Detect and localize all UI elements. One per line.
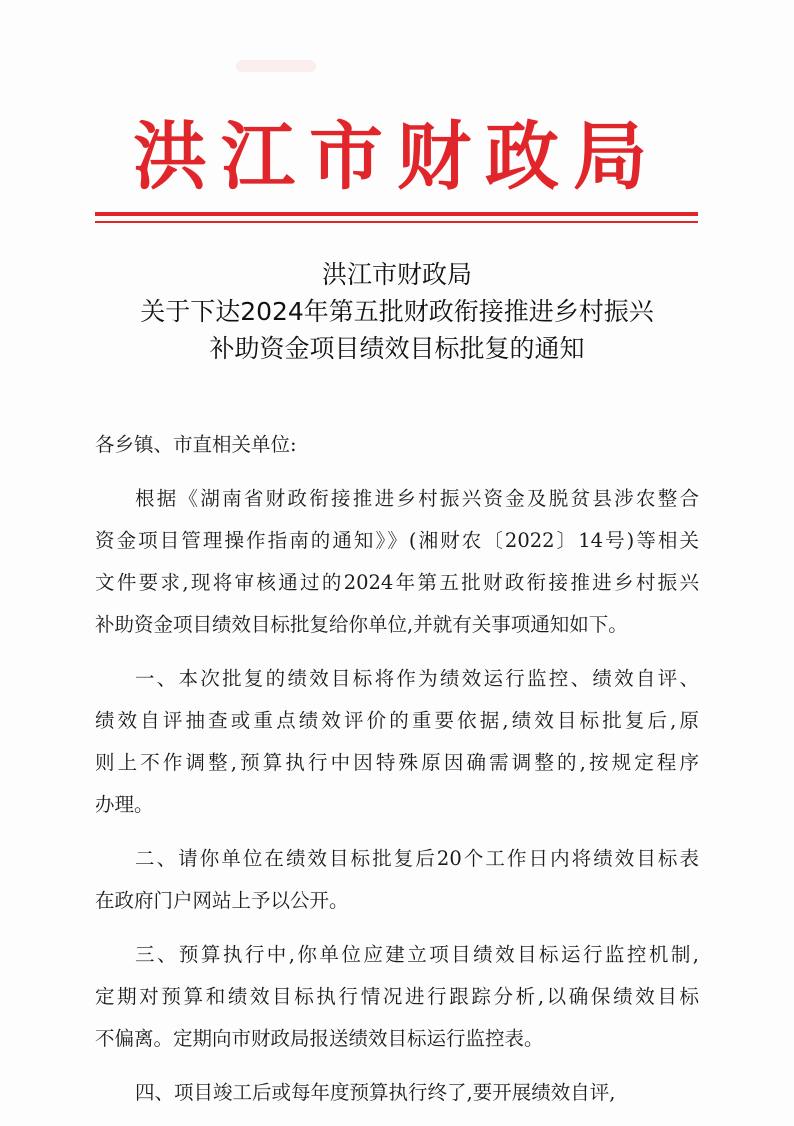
paragraph-line: 在政府门户网站上予以公开。 [95,889,349,912]
paragraph-line: 根据《湖南省财政衔接推进乡村振兴资金及脱贫县涉农整合 [135,487,699,510]
paragraph-item-3 [95,934,699,1060]
paragraph-item-4 [95,1072,699,1114]
letterhead-org-name: 洪江市财政局 [133,114,661,200]
salutation: 各乡镇、市直相关单位: [95,433,297,456]
title-line-2: 关于下达2024年第五批财政衔接推进乡村振兴 [140,297,654,326]
paragraph-line: 文件要求,现将审核通过的2024年第五批财政衔接推进乡村振兴 [95,571,699,594]
document-title [0,256,794,367]
paragraph-line: 补助资金项目绩效目标批复给你单位,并就有关事项通知如下。 [95,613,628,636]
paragraph-line: 定期对预算和绩效目标执行情况进行跟踪分析,以确保绩效目标 [95,985,699,1008]
ink-smudge [236,60,316,72]
paragraph-line: 不偏离。定期向市财政局报送绩效目标运行监控表。 [95,1027,544,1050]
paragraph-item-2 [95,838,699,922]
paragraph-line: 绩效自评抽查或重点绩效评价的重要依据,绩效目标批复后,原 [95,709,699,732]
paragraph-item-1 [95,658,699,826]
paragraph-line: 办理。 [95,793,154,816]
paragraph-line: 三、预算执行中,你单位应建立项目绩效目标运行监控机制, [135,943,699,966]
title-line-1: 洪江市财政局 [321,260,472,289]
document-body [95,424,699,1126]
letterhead-red-rule-thick [95,212,698,216]
paragraph-line: 一、本次批复的绩效目标将作为绩效运行监控、绩效自评、 [135,667,699,690]
paragraph-line: 资金项目管理操作指南的通知》》(湘财农〔2022〕14号)等相关 [95,529,699,552]
paragraph-line: 则上不作调整,预算执行中因特殊原因确需调整的,按规定程序 [95,751,699,774]
title-line-3: 补助资金项目绩效目标批复的通知 [209,334,585,363]
paragraph-line: 四、项目竣工后或每年度预算执行终了,要开展绩效自评, [135,1081,616,1104]
paragraph-basis [95,478,699,646]
letterhead-red-rule-thin [95,221,698,223]
paragraph-line: 二、请你单位在绩效目标批复后20个工作日内将绩效目标表 [135,847,699,870]
